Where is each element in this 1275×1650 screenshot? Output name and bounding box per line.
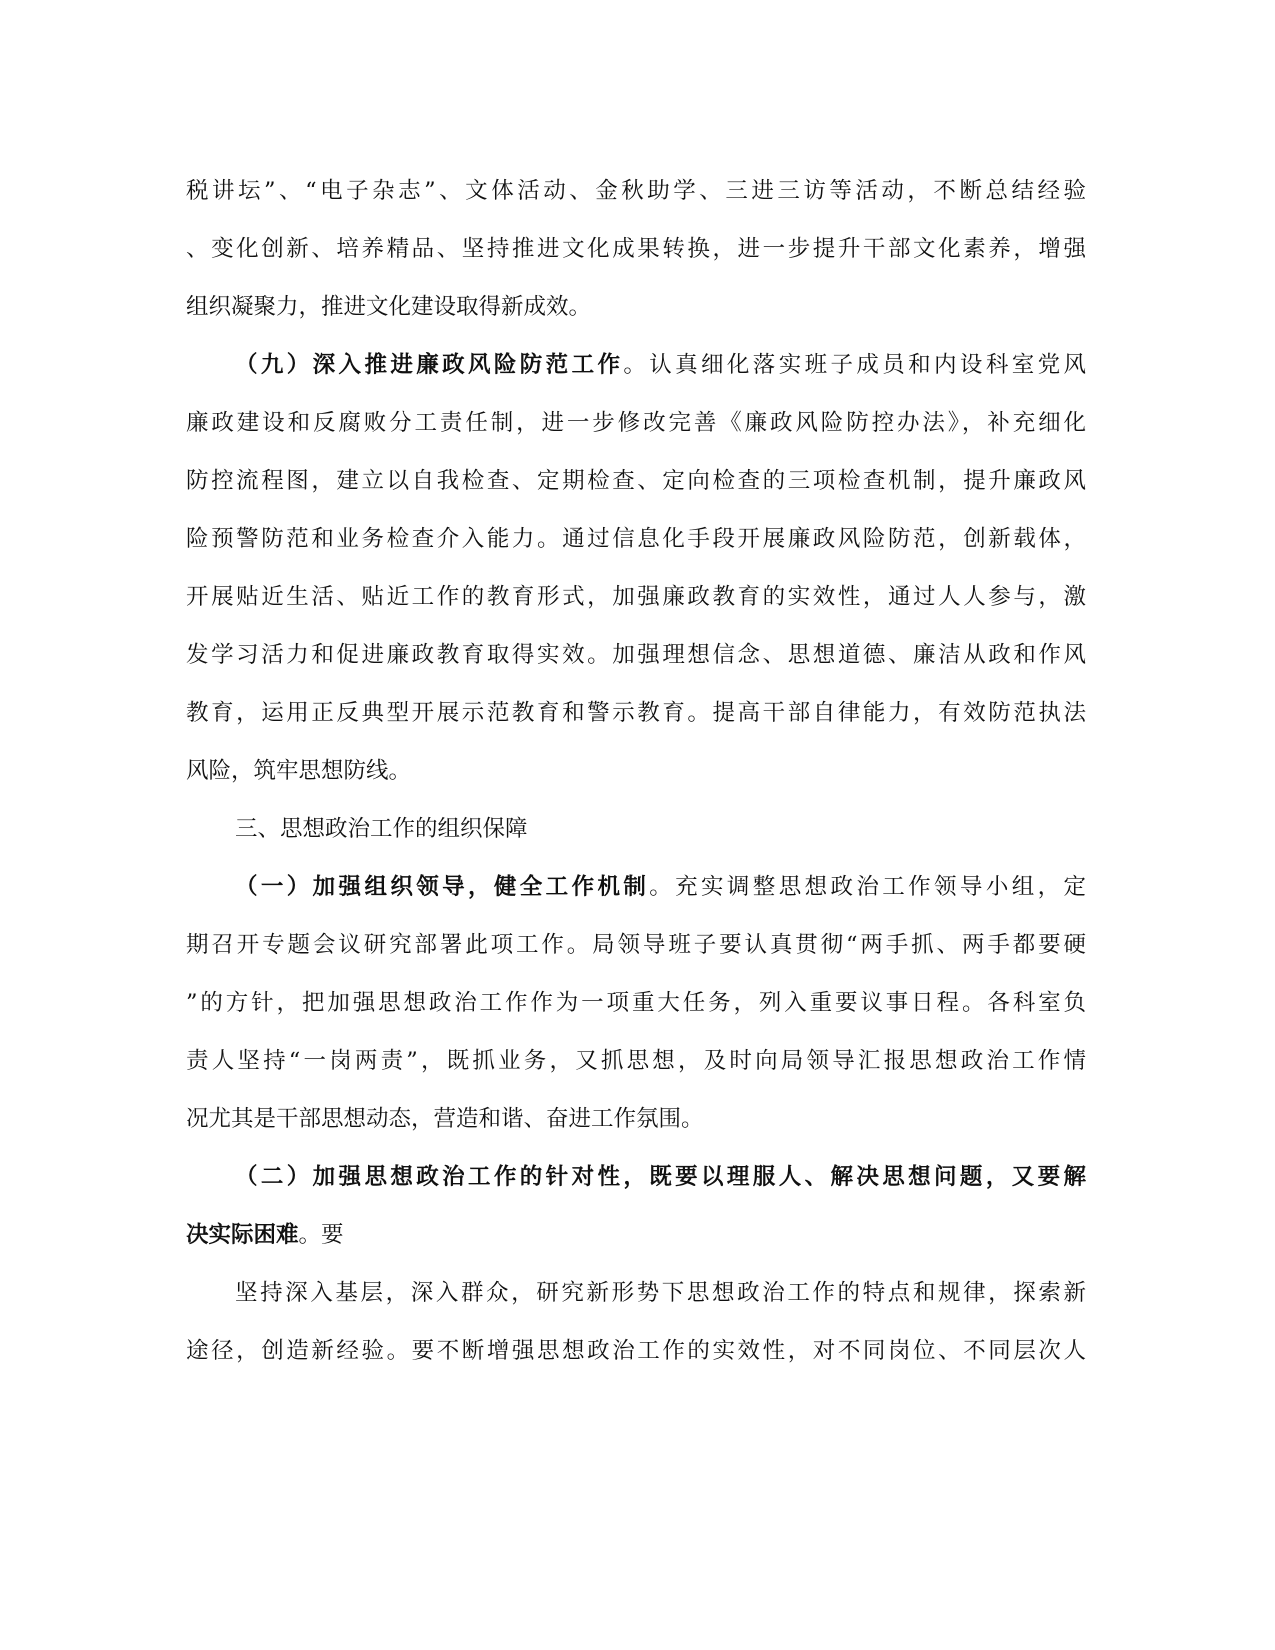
paragraph-line: 防控流程图，建立以自我检查、定期检查、定向检查的三项检查机制，提升廉政风 <box>186 468 1086 494</box>
paragraph-line: 教育，运用正反典型开展示范教育和警示教育。提高干部自律能力，有效防范执法 <box>186 700 1086 726</box>
paragraph-line: 发学习活力和促进廉政教育取得实效。加强理想信念、思想道德、廉洁从政和作风 <box>186 642 1086 668</box>
paragraph-line: 组织凝聚力，推进文化建设取得新成效。 <box>186 294 592 320</box>
document-body <box>186 162 1086 1380</box>
paragraph-heading-continued: 决实际困难 <box>186 1222 299 1248</box>
paragraph-line: 、变化创新、培养精品、坚持推进文化成果转换，进一步提升干部文化素养，增强 <box>186 236 1086 262</box>
paragraph-line: 税讲坛”、“电子杂志”、文体活动、金秋助学、三进三访等活动，不断总结经验 <box>186 178 1086 204</box>
paragraph-heading-rest: 。要 <box>298 1222 344 1248</box>
paragraph-first-line <box>186 858 1086 916</box>
paragraph-line: 开展贴近生活、贴近工作的教育形式，加强廉政教育的实效性，通过人人参与，激 <box>186 584 1086 610</box>
paragraph-line: 廉政建设和反腐败分工责任制，进一步修改完善《廉政风险防控办法》，补充细化 <box>186 410 1086 436</box>
paragraph-line: 责人坚持“一岗两责”，既抓业务，又抓思想，及时向局领导汇报思想政治工作情 <box>186 1048 1086 1074</box>
paragraph-line: 况尤其是干部思想动态，营造和谐、奋进工作氛围。 <box>186 1106 704 1132</box>
paragraph-line: 途径，创造新经验。要不断增强思想政治工作的实效性，对不同岗位、不同层次人 <box>186 1338 1086 1364</box>
paragraph-culture <box>186 162 1086 336</box>
paragraph-heading-rest: 。认真细化落实班子成员和内设科室党风 <box>623 352 1086 378</box>
paragraph-first-line <box>186 336 1086 394</box>
paragraph-targeted-work <box>186 1148 1086 1264</box>
paragraph-first-line: 坚持深入基层，深入群众，研究新形势下思想政治工作的特点和规律，探索新 <box>235 1280 1086 1306</box>
paragraph-heading: （一）加强组织领导，健全工作机制 <box>235 874 650 900</box>
paragraph-line: 期召开专题会议研究部署此项工作。局领导班子要认真贯彻“两手抓、两手都要硬 <box>186 932 1086 958</box>
paragraph-heading: （二）加强思想政治工作的针对性，既要以理服人、解决思想问题，又要解 <box>235 1164 1086 1190</box>
paragraph-grassroots <box>186 1264 1086 1380</box>
paragraph-line: 险预警防范和业务检查介入能力。通过信息化手段开展廉政风险防范，创新载体， <box>186 526 1086 552</box>
paragraph-heading: （九）深入推进廉政风险防范工作 <box>235 352 624 378</box>
paragraph-line: 风险，筑牢思想防线。 <box>186 758 412 784</box>
paragraph-anticorruption <box>186 336 1086 800</box>
section-title: 三、思想政治工作的组织保障 <box>235 816 528 842</box>
paragraph-heading-rest: 。充实调整思想政治工作领导小组，定 <box>649 874 1086 900</box>
paragraph-line: ”的方针，把加强思想政治工作作为一项重大任务，列入重要议事日程。各科室负 <box>186 990 1086 1016</box>
paragraph-leadership <box>186 858 1086 1148</box>
paragraph-heading-line2 <box>186 1206 1086 1264</box>
